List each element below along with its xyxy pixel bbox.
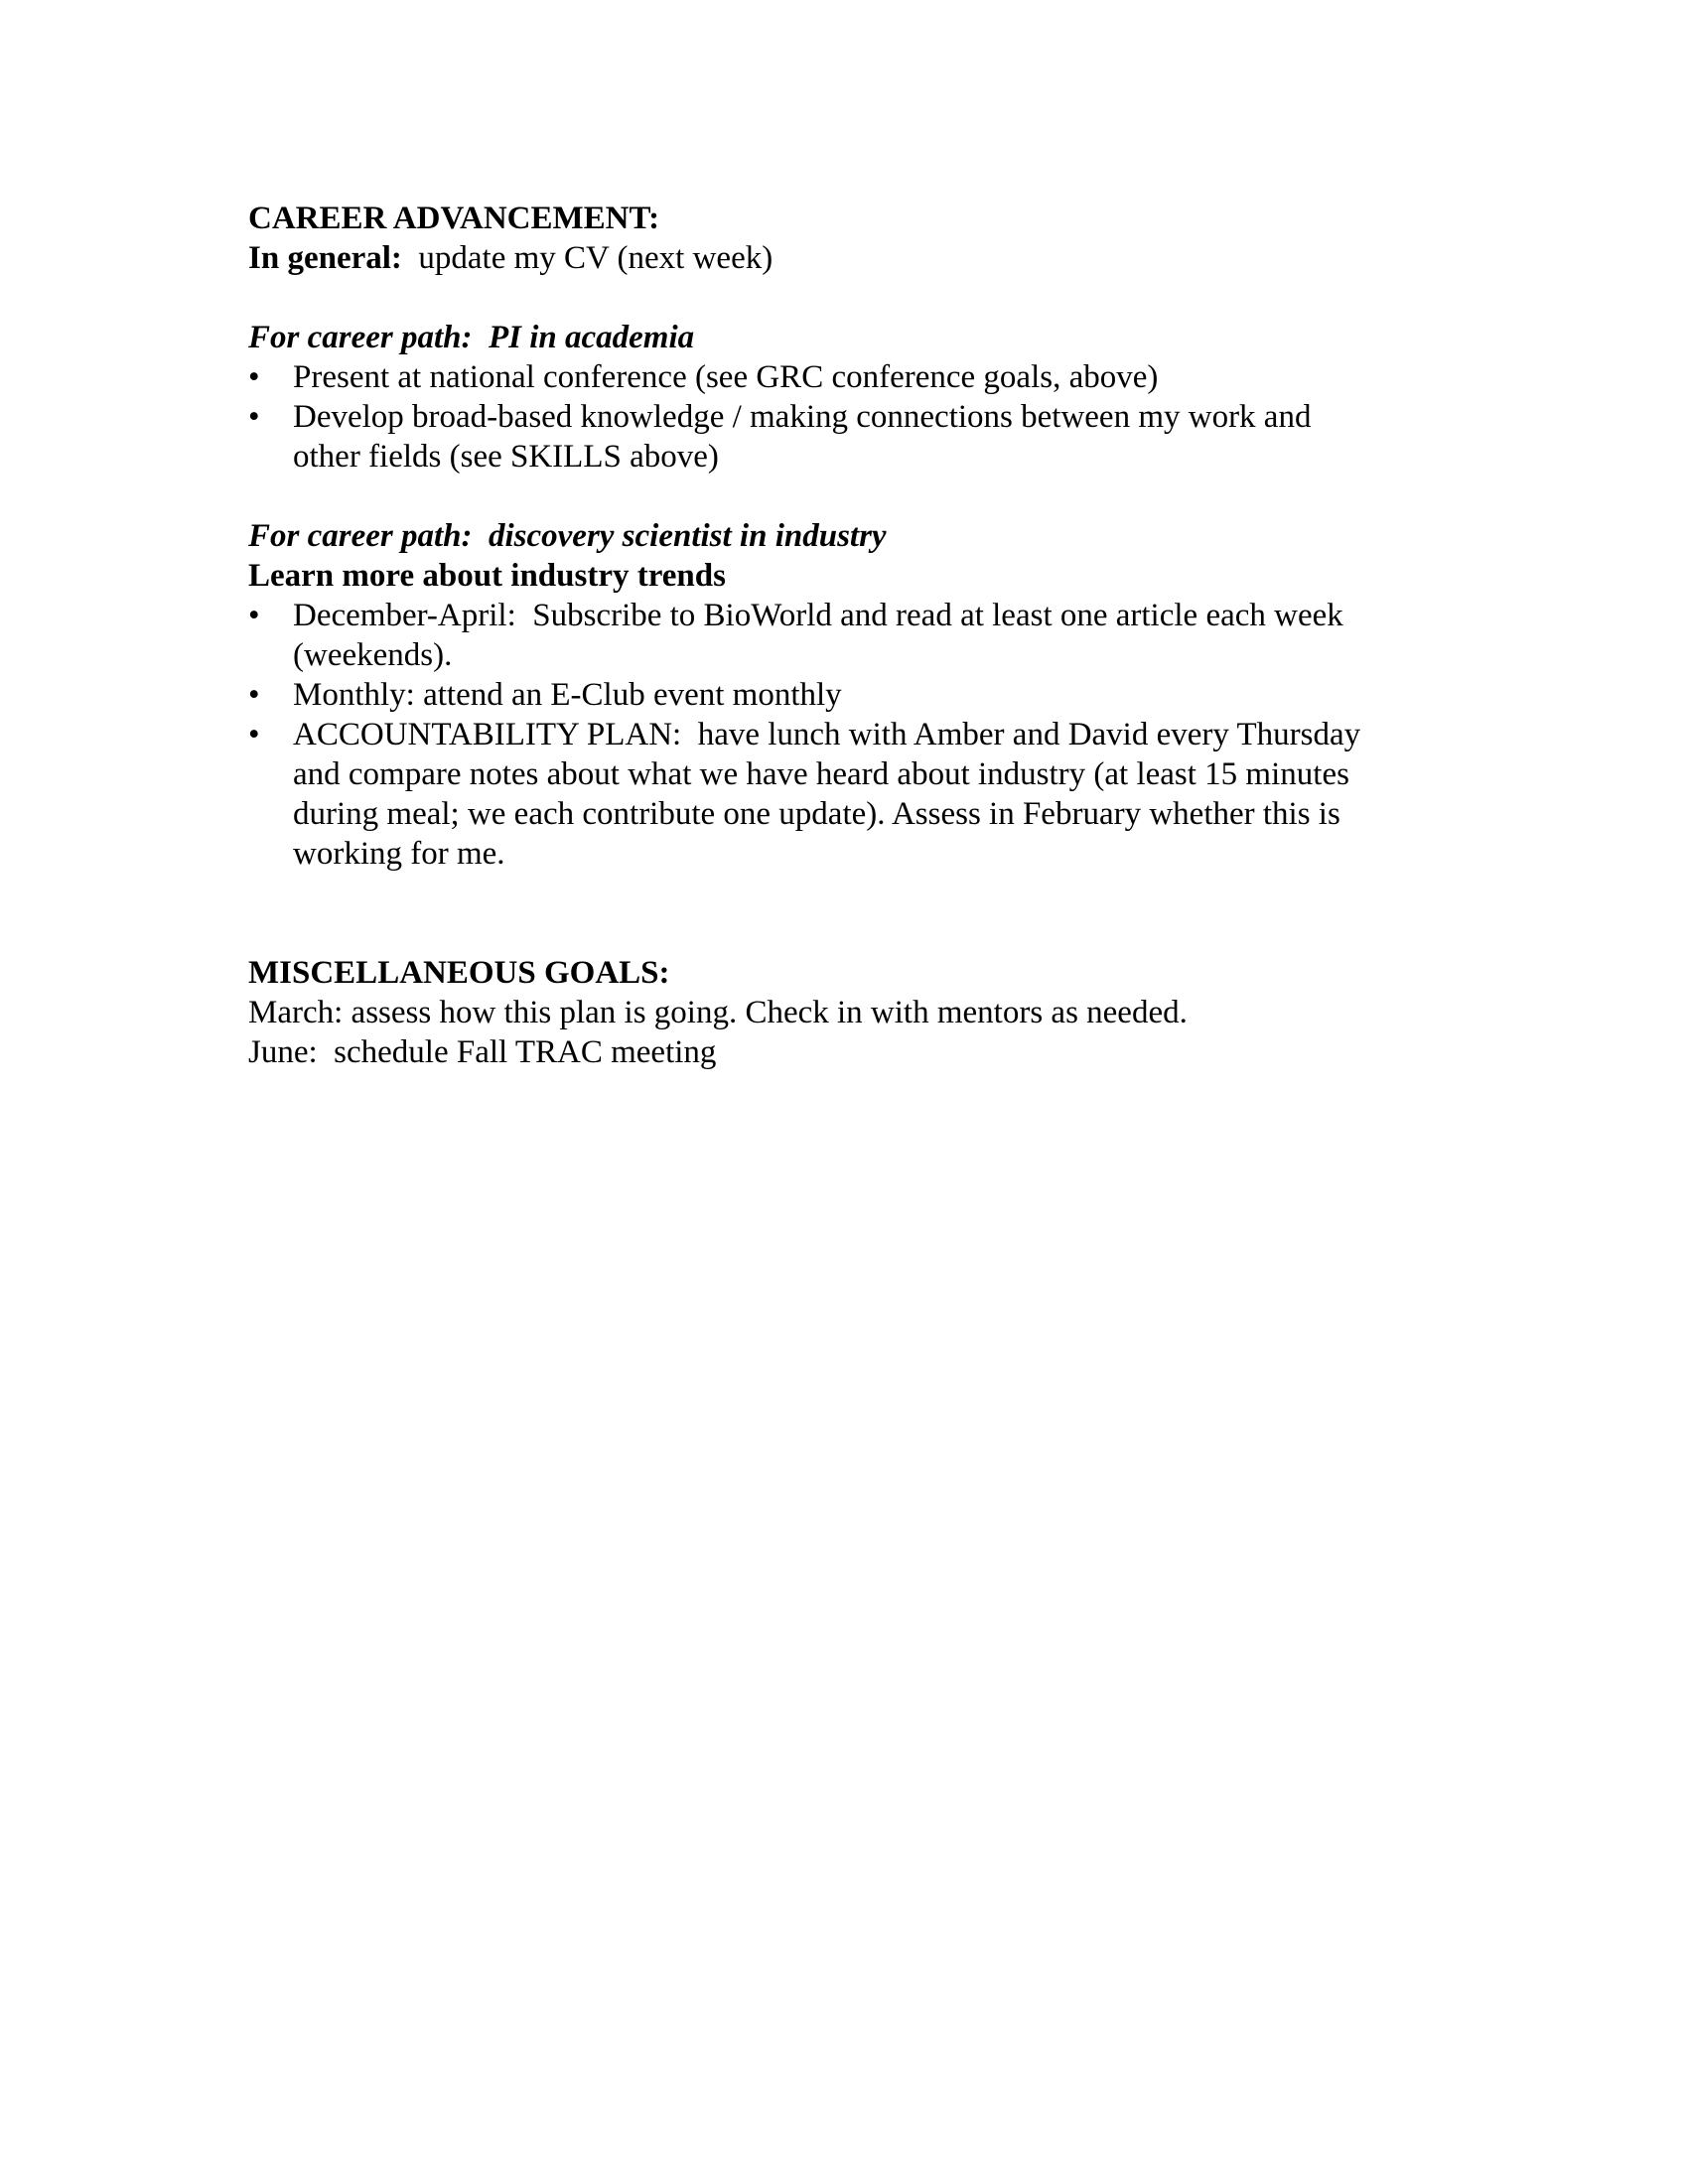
bullet-icon: •	[248, 677, 260, 713]
blank-line	[248, 913, 1370, 953]
career-path-industry-heading: For career path: discovery scientist in industry	[248, 518, 887, 554]
misc-goal-march: March: assess how this plan is going. Check in with mentors as needed.	[248, 995, 1188, 1030]
industry-bullet-text: December-April: Subscribe to BioWorld and read at least one article each week (weekends).	[293, 598, 1352, 673]
in-general-label: In general:	[248, 240, 402, 276]
bullet-icon: •	[248, 717, 260, 752]
career-advancement-heading: CAREER ADVANCEMENT:	[248, 201, 660, 236]
industry-bullet-text: ACCOUNTABILITY PLAN: have lunch with Amber and David every Thursday and compare notes about what we have heard about industry (at least 15 minutes during meal; we each contribute one update). Assess in February whether this is working for me.	[293, 717, 1369, 872]
academia-bullet-item	[248, 357, 1370, 397]
industry-bullet-item	[248, 596, 1370, 675]
blank-line	[248, 278, 1370, 318]
blank-line	[248, 874, 1370, 913]
in-general-text: update my CV (next week)	[401, 240, 774, 276]
miscellaneous-goals-heading: MISCELLANEOUS GOALS:	[248, 955, 670, 991]
industry-bullet-item	[248, 715, 1370, 874]
industry-bullet-item	[248, 675, 1370, 715]
industry-bullet-text: Monthly: attend an E-Club event monthly	[293, 677, 842, 713]
academia-bullet-text: Present at national conference (see GRC conference goals, above)	[293, 359, 1159, 395]
career-path-academia-heading: For career path: PI in academia	[248, 320, 695, 355]
document-content	[248, 199, 1370, 1072]
blank-line	[248, 477, 1370, 516]
industry-trends-subheading: Learn more about industry trends	[248, 558, 726, 594]
academia-bullet-item	[248, 397, 1370, 477]
misc-goal-june: June: schedule Fall TRAC meeting	[248, 1034, 717, 1070]
in-general-line	[248, 238, 1370, 278]
academia-bullet-text: Develop broad-based knowledge / making connections between my work and other fields (see SKILLS above)	[293, 399, 1320, 475]
bullet-icon: •	[248, 359, 260, 395]
bullet-icon: •	[248, 598, 260, 633]
bullet-icon: •	[248, 399, 260, 435]
